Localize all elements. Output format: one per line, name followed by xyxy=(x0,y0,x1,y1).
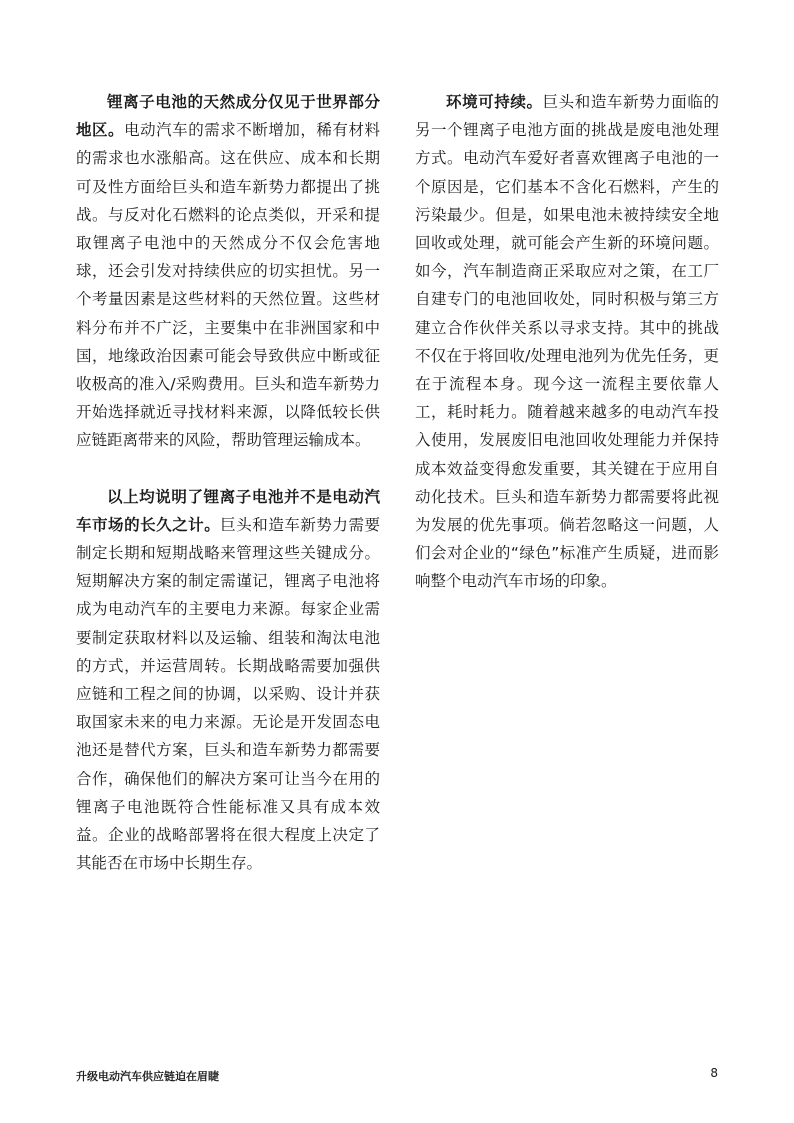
paragraph-body: 巨头和造车新势力需要制定长期和短期战略来管理这些关键成分。短期解决方案的制定需谨记，锂离子电池将成为电动汽车的主要电力来源。每家企业需要制定获取材料以及运输、组装和淘汰电池的方式，并运营周转。长期战略需要加强供应链和工程之间的协调，以采购、设计并获取国家未来的电力来源。无论是开发固态电池还是替代方案，巨头和造车新势力都需要合作，确保他们的解决方案可让当今在用的锂离子电池既符合性能标准又具有成本效益。企业的战略部署将在很大程度上决定了其能否在市场中长期生存。 xyxy=(76,515,380,873)
paragraph-lead: 环境可持续。 xyxy=(446,93,543,111)
right-column xyxy=(415,88,719,596)
paragraph-lead: 锂离子电池的天然成分仅见于世界部分地区。 xyxy=(76,93,380,140)
paragraph-body: 巨头和造车新势力面临的另一个锂离子电池方面的挑战是废电池处理方式。电动汽车爱好者喜欢锂离子电池的一个原因是，它们基本不含化石燃料，产生的污染最少。但是，如果电池未被持续安全地回收或处理，就可能会产生新的环境问题。如今，汽车制造商正采取应对之策，在工厂自建专门的电池回收处，同时积极与第三方建立合作伙伴关系以寻求支持。其中的挑战不仅在于将回收/处理电池列为优先任务，更在于流程本身。现今这一流程主要依靠人工，耗时耗力。随着越来越多的电动汽车投入使用，发展废旧电池回收处理能力并保持成本效益变得愈发重要，其关键在于应用自动化技术。巨头和造车新势力都需要将此视为发展的优先事项。倘若忽略这一问题，人们会对企业的“绿色”标准产生质疑，进而影响整个电动汽车市场的印象。 xyxy=(415,93,719,591)
left-column xyxy=(76,88,380,877)
paragraph-rare-materials xyxy=(76,88,380,455)
paragraph-sustainability xyxy=(415,88,719,596)
page-number: 8 xyxy=(710,1066,718,1080)
footer-document-title: 升级电动汽车供应链迫在眉睫 xyxy=(76,1070,219,1083)
paragraph-body: 电动汽车的需求不断增加，稀有材料的需求也水涨船高。这在供应、成本和长期可及性方面给巨头和造车新势力都提出了挑战。与反对化石燃料的论点类似，开采和提取锂离子电池中的天然成分不仅会危害地球，还会引发对持续供应的切实担忧。另一个考量因素是这些材料的天然位置。这些材料分布并不广泛，主要集中在非洲国家和中国，地缘政治因素可能会导致供应中断或征收极高的准入/采购费用。巨头和造车新势力开始选择就近寻找材料来源，以降低较长供应链距离带来的风险，帮助管理运输成本。 xyxy=(76,121,380,450)
paragraph-strategy xyxy=(76,483,380,878)
paragraph-lead: 以上均说明了锂离子电池并不是电动汽车市场的长久之计。 xyxy=(76,487,380,534)
